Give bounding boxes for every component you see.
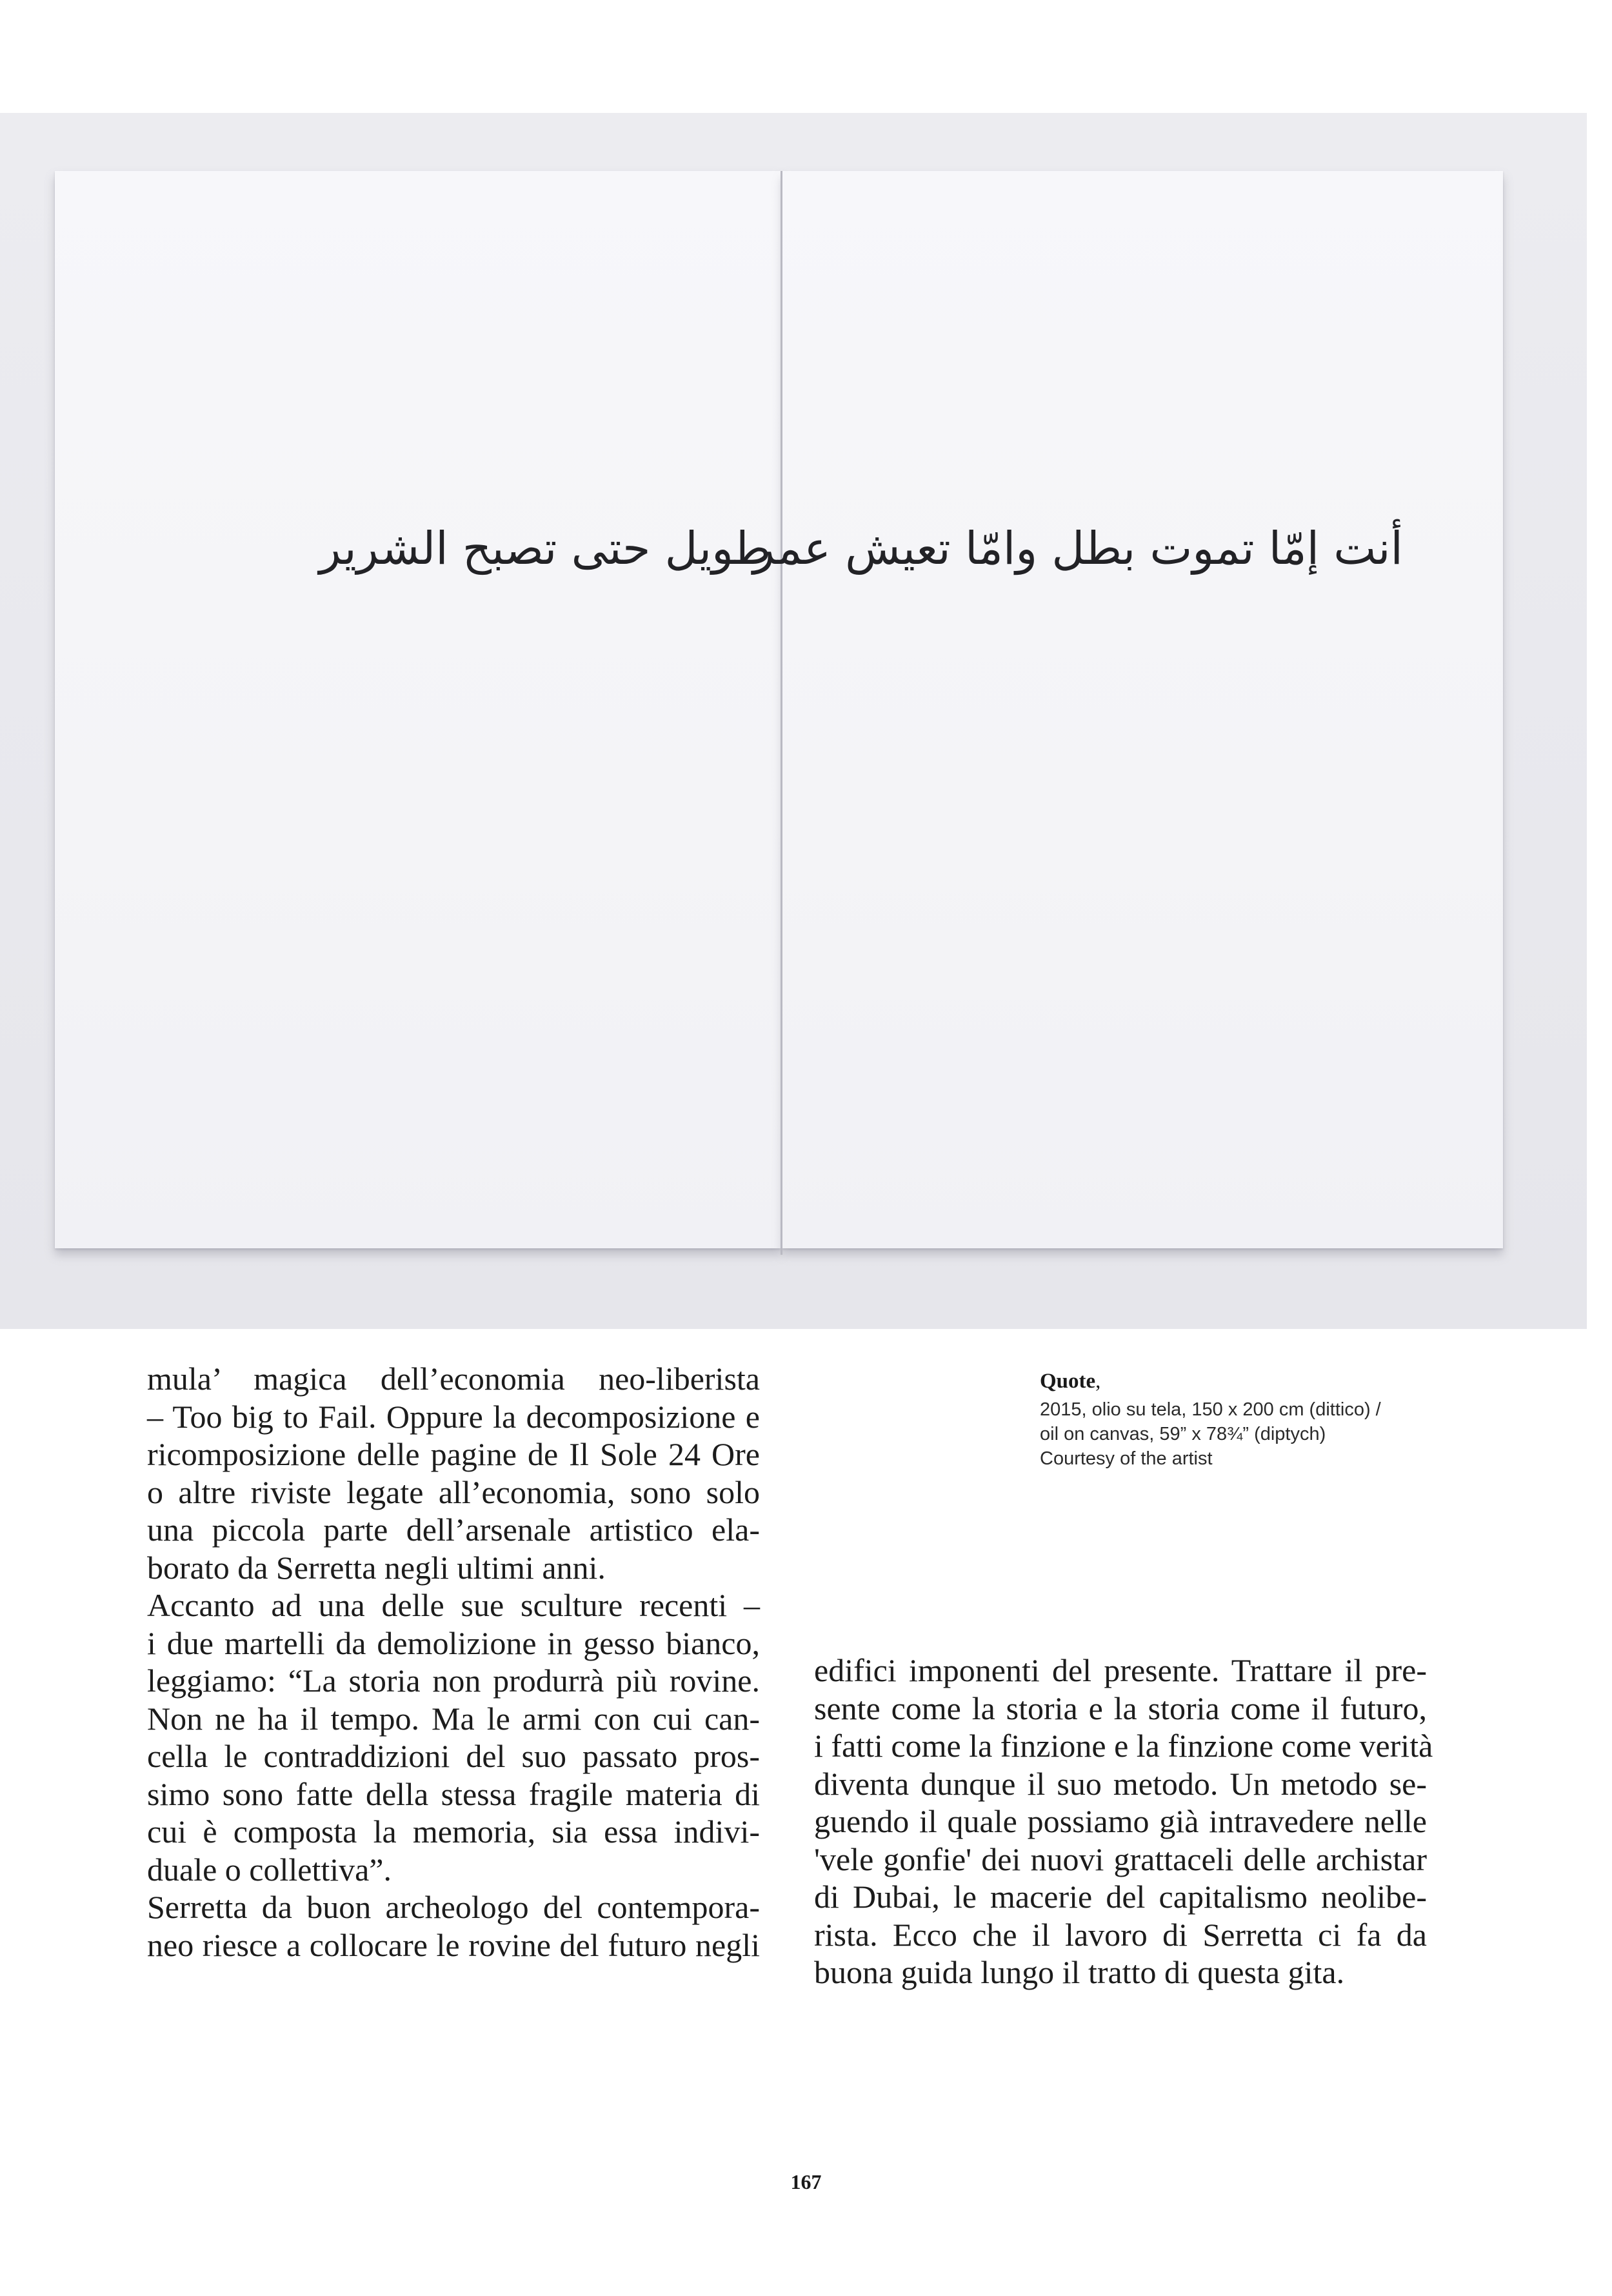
caption-title-punct: , [1095, 1370, 1101, 1393]
caption-line: oil on canvas, 59” x 78¾” (diptych) [1040, 1424, 1326, 1444]
text-line: simo sono fatte della stessa fragile materia di [147, 1775, 760, 1812]
text-line: mula’ magica dell’economia neo-liberista [147, 1361, 760, 1397]
text-line: cui è composta la memoria, sia essa indivi- [147, 1813, 760, 1850]
text-line: 'vele gonfie' dei nuovi grattaceli delle archistar [814, 1841, 1427, 1877]
text-line: guendo il quale possiamo già intravedere nelle [814, 1803, 1427, 1839]
text-line: cella le contraddizioni del suo passato pros- [147, 1738, 760, 1774]
text-line: buona guida lungo il tratto di questa gita. [814, 1954, 1345, 1990]
text-line: una piccola parte dell’arsenale artistico ela- [147, 1512, 760, 1548]
artwork-photo [0, 113, 1587, 1329]
artwork-caption [1040, 1369, 1427, 1471]
body-text-right-column [814, 1652, 1433, 1992]
text-line: duale o collettiva”. [147, 1851, 392, 1888]
canvas-panel-left [55, 171, 781, 1248]
body-text-left-column [147, 1360, 760, 1964]
text-line: diventa dunque il suo metodo. Un metodo se- [814, 1765, 1427, 1802]
arabic-text-left: طويل حتى تصبح الشرير [319, 522, 771, 575]
text-line: Accanto ad una delle sue sculture recenti – [147, 1587, 760, 1623]
text-line: Serretta da buon archeologo del contempora- [147, 1889, 760, 1925]
text-line: rista. Ecco che il lavoro di Serretta ci fa da [814, 1916, 1427, 1953]
caption-title-row [1040, 1369, 1427, 1393]
text-line: borato da Serretta negli ultimi anni. [147, 1549, 606, 1586]
text-line: i fatti come la finzione e la finzione come verità [814, 1728, 1433, 1764]
text-line: leggiamo: “La storia non produrrà più rovine. [147, 1662, 760, 1699]
text-line: di Dubai, le macerie del capitalismo neolibe- [814, 1879, 1427, 1915]
text-line: edifici imponenti del presente. Trattare il pre- [814, 1652, 1427, 1688]
text-line: i due martelli da demolizione in gesso bianco, [147, 1624, 760, 1661]
canvas-panel-right [782, 171, 1503, 1248]
diptych-seam [781, 171, 782, 1255]
caption-title: Quote [1040, 1370, 1096, 1393]
text-line: o altre riviste legate all’economia, sono solo [147, 1473, 760, 1510]
caption-line: 2015, olio su tela, 150 x 200 cm (dittico) / [1040, 1399, 1381, 1420]
text-line: ricomposizione delle pagine de Il Sole 24 Ore [147, 1436, 760, 1472]
text-line: Non ne ha il tempo. Ma le armi con cui can- [147, 1700, 760, 1737]
text-line: neo riesce a collocare le rovine del futuro negli [147, 1926, 760, 1963]
caption-line: Courtesy of the artist [1040, 1448, 1213, 1469]
page-number: 167 [790, 2170, 822, 2193]
arabic-text-right: أنت إمّا تموت بطل وامّا تعيش عمر [753, 522, 1403, 575]
text-line: sente come la storia e la storia come il futuro, [814, 1690, 1427, 1726]
text-line: – Too big to Fail. Oppure la decomposizione e [147, 1398, 760, 1435]
